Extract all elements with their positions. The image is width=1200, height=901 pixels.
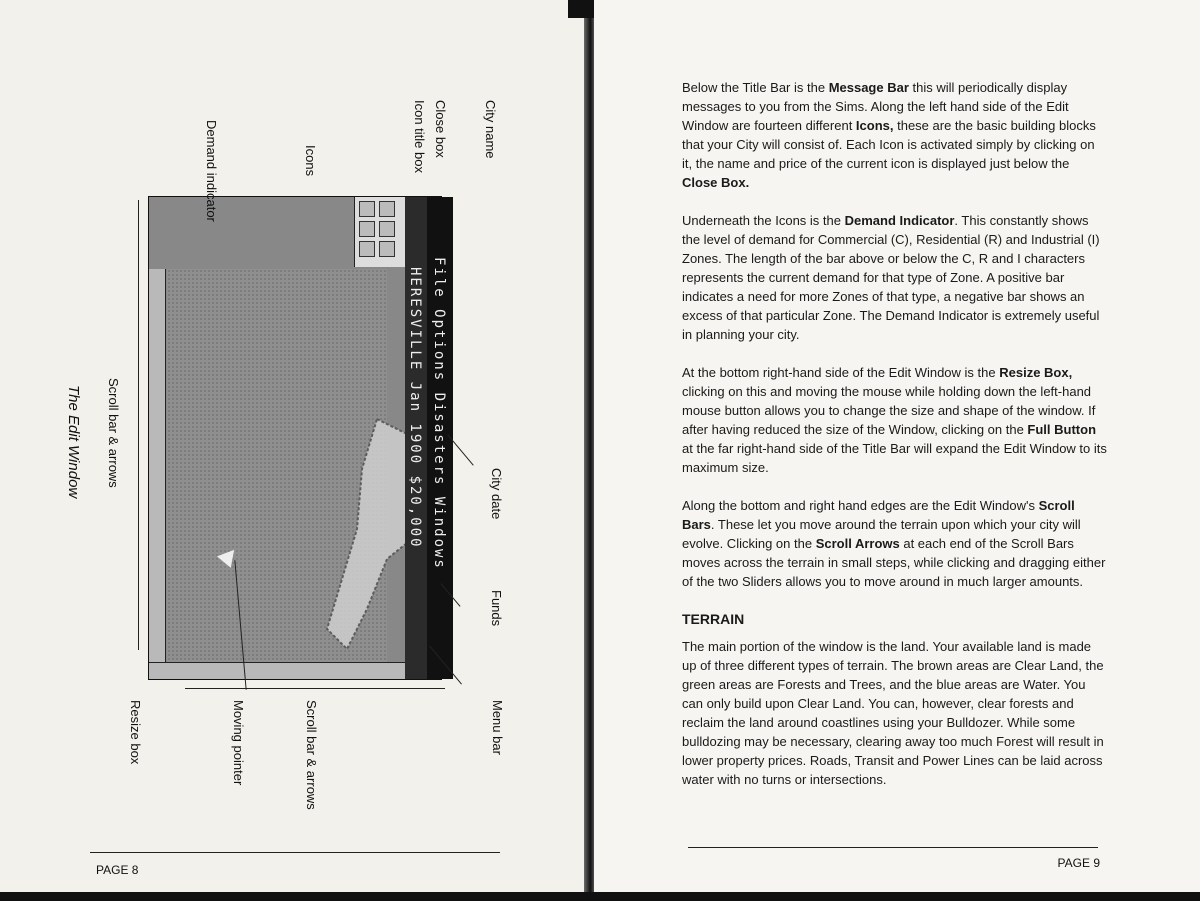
paragraph-terrain: The main portion of the window is the land. Your available land is made up of three different types of terrain. The brown areas are Clear Land, the green areas are Forests and Trees, and the blue areas are Water. You can only build upon Clear Land. You can, however, clear forests and reclaim the land around coastlines using your Bulldozer. While some bulldozing may be necessary, clearing away too much Forest will result in lower property prices. Roads, Transit and Power Lines can be laid across water with no turns or intersections. bbox=[682, 639, 1104, 787]
page-number: PAGE 8 bbox=[96, 863, 139, 877]
close-box-label: Close box bbox=[433, 100, 448, 158]
bottom-scroll-bar[interactable] bbox=[149, 662, 441, 679]
paragraph-demand-indicator: Underneath the Icons is the Demand Indicator. This constantly shows the level of demand for Commercial (C), Residential (R) and Industrial (I) Zones. The length of the bar above or below the C, R and I characters represents the current demand for that type of Zone. A positive bar indicates a need for more Zones of that type, a negative bar shows an excess of that particular Zone. The Demand Indicator is extremely useful in planning your city. bbox=[682, 213, 1100, 342]
bulldozer-icon[interactable] bbox=[359, 201, 375, 217]
city-name-label: City name bbox=[483, 100, 498, 159]
left-scroll-bar[interactable] bbox=[149, 269, 166, 663]
scroll-bar-bottom-label: Scroll bar & arrows bbox=[304, 700, 319, 810]
edit-window-figure bbox=[148, 196, 447, 680]
scroll-bar-left-label: Scroll bar & arrows bbox=[106, 378, 121, 488]
menu-bar-label: Menu bar bbox=[490, 700, 505, 755]
book-bottom-edge bbox=[0, 892, 1200, 901]
icon-palette bbox=[354, 197, 405, 267]
terrain-heading: TERRAIN bbox=[682, 611, 745, 627]
demand-indicator-label: Demand indicator bbox=[204, 120, 219, 222]
right-page bbox=[594, 0, 1200, 895]
zone-icon[interactable] bbox=[379, 241, 395, 257]
footer-rule bbox=[90, 852, 500, 853]
body-text bbox=[682, 78, 1108, 808]
paragraph-message-bar: Below the Title Bar is the Message Bar this will periodically display messages to you from the Sims. Along the left hand side of the Edit Window are fourteen different Icons, these are the basic building blocks that your City will consist of. Each Icon is activated simply by clicking on it, the name and price of the current icon is displayed just below the Close Box. bbox=[682, 80, 1096, 190]
bottom-scroll-bracket bbox=[185, 688, 445, 689]
menu-items[interactable]: File Options Disasters Windows bbox=[431, 257, 447, 570]
city-date-label: City date bbox=[489, 468, 504, 520]
paragraph-scroll-bars: Along the bottom and right hand edges are the Edit Window's Scroll Bars. These let you move around the terrain upon which your city will evolve. Clicking on the Scroll Arrows at each end of the Scroll Bars moves across the terrain in small steps, while clicking and dragging either of the two Sliders allows you to move around in much larger amounts. bbox=[682, 498, 1106, 589]
power-line-icon[interactable] bbox=[379, 221, 395, 237]
footer-rule bbox=[688, 847, 1098, 848]
rail-icon[interactable] bbox=[359, 221, 375, 237]
scroll-bar-bracket bbox=[138, 200, 139, 650]
park-icon[interactable] bbox=[359, 241, 375, 257]
funds-label: Funds bbox=[489, 590, 504, 627]
page-number: PAGE 9 bbox=[1057, 856, 1100, 870]
road-icon[interactable] bbox=[379, 201, 395, 217]
figure-caption: The Edit Window bbox=[65, 385, 82, 499]
icon-title-box-label: Icon title box bbox=[412, 100, 427, 173]
icons-label: Icons bbox=[303, 145, 318, 177]
title-bar-text: HERESVILLE Jan 1900 $20,000 bbox=[407, 267, 423, 549]
moving-pointer-label: Moving pointer bbox=[231, 700, 246, 786]
left-page bbox=[0, 0, 588, 895]
terrain-map bbox=[167, 269, 387, 663]
title-bar bbox=[405, 197, 427, 679]
paragraph-resize-box: At the bottom right-hand side of the Edit Window is the Resize Box, clicking on this and moving the mouse while holding down the left-hand mouse button allows you to change the size and shape of the window. If after having reduced the size of the Window, clicking on the Full Button at the far right-hand side of the Title Bar will expand the Edit Window to its maximum size. bbox=[682, 365, 1107, 475]
resize-box-label: Resize box bbox=[128, 700, 143, 765]
